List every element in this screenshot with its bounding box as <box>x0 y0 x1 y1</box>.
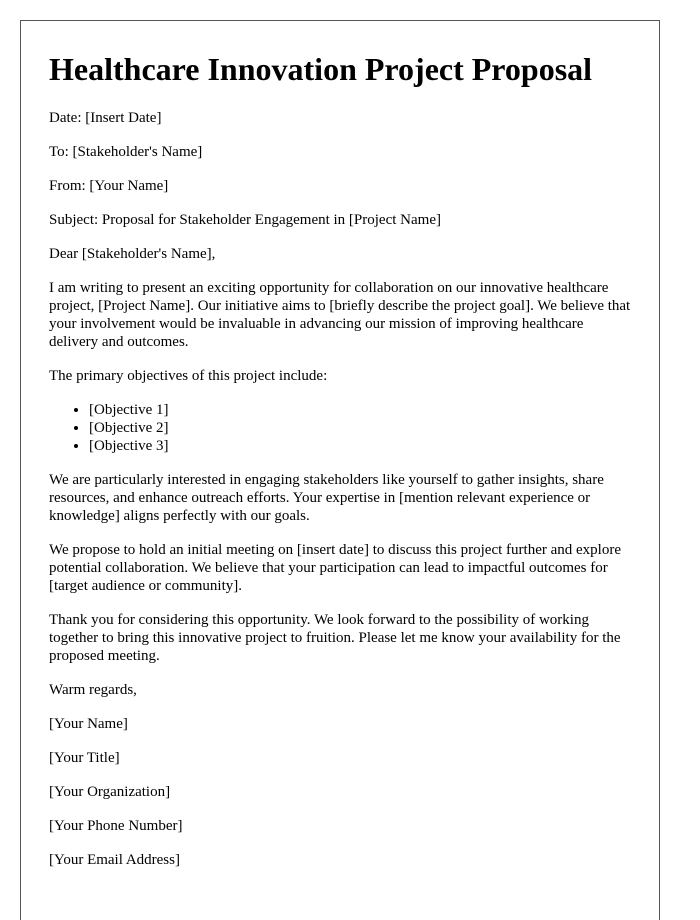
body-paragraph-2: We are particularly interested in engaging stakeholders like yourself to gather insights, share resources, and enhance outreach efforts. Your expertise in [mention relevant experience or knowledge] aligns perfectly with our goals. <box>49 472 604 524</box>
document-title: Healthcare Innovation Project Proposal <box>49 51 593 87</box>
from-line: From: [Your Name] <box>49 178 169 194</box>
body-paragraph-3: We propose to hold an initial meeting on [insert date] to discuss this project further and explore potential collaboration. We believe that your participation can lead to impactful outcomes for [target audience or community]. <box>49 542 621 594</box>
signature-name: [Your Name] <box>49 716 128 732</box>
closing: Warm regards, <box>49 682 137 698</box>
body-paragraph-1: I am writing to present an exciting opportunity for collaboration on our innovative healthcare project, [Project Name]. Our initiative aims to [briefly describe the project goal]. We believe that your involvement would be invaluable in advancing our mission of improving healthcare delivery and outcomes. <box>49 280 631 350</box>
objective-item: • [Objective 2] <box>89 419 631 437</box>
objective-item: • [Objective 1] <box>89 401 631 419</box>
subject-line: Subject: Proposal for Stakeholder Engagement in [Project Name] <box>49 212 441 228</box>
signature-phone: [Your Phone Number] <box>49 818 183 834</box>
date-line: Date: [Insert Date] <box>49 110 162 126</box>
letter-page <box>20 20 660 920</box>
salutation: Dear [Stakeholder's Name], <box>49 246 216 262</box>
objectives-intro: The primary objectives of this project include: <box>49 368 328 384</box>
objectives-list <box>49 401 631 455</box>
to-line: To: [Stakeholder's Name] <box>49 144 203 160</box>
signature-organization: [Your Organization] <box>49 784 171 800</box>
signature-email: [Your Email Address] <box>49 852 180 868</box>
signature-title: [Your Title] <box>49 750 120 766</box>
body-paragraph-4: Thank you for considering this opportunity. We look forward to the possibility of working together to bring this innovative project to fruition. Please let me know your availability for the proposed meeting. <box>49 612 621 664</box>
objective-item: • [Objective 3] <box>89 437 631 455</box>
